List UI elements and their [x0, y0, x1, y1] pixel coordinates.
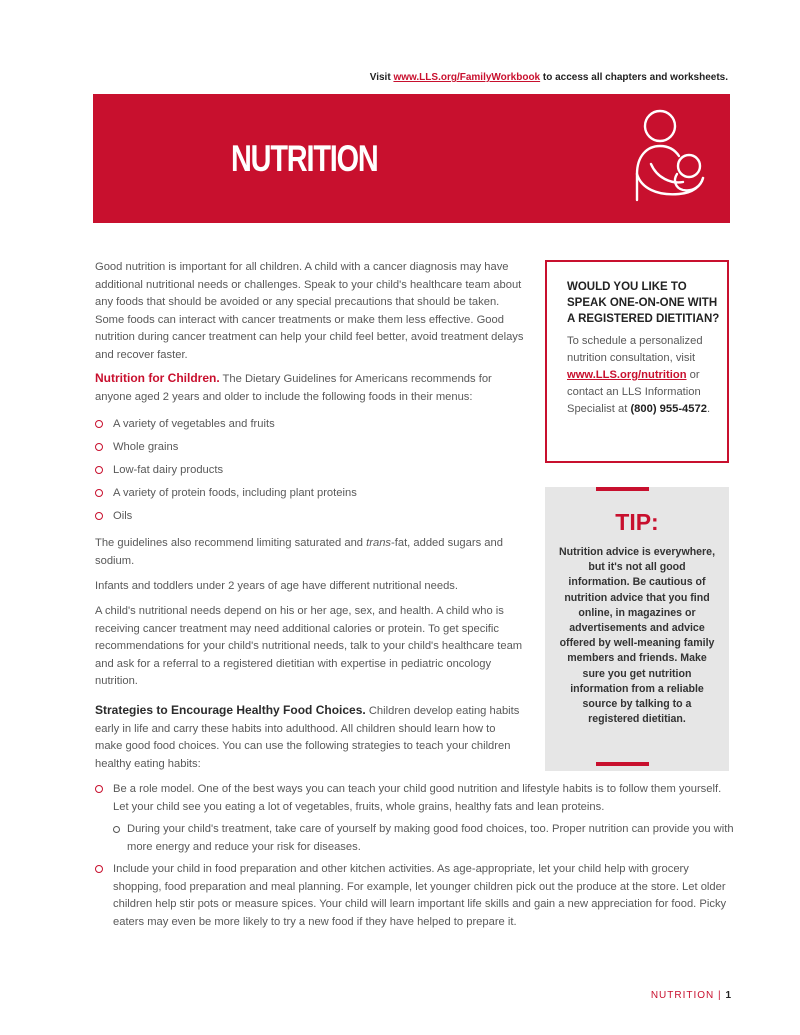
strategies-text: Children develop eating habits early in life and carry these habits into adulthood. All children should learn how to make good food choices. You can use the following strategies to teach your children healthy eating habits:	[95, 705, 520, 770]
intro-paragraph: Good nutrition is important for all children. A child with a cancer diagnosis may have additional nutritional needs or challenges. Speak to your child's healthcare team about any foods that should be avoided or any special precautions that should be taken. Some foods can interact with cancer treatments or make them less effective. Good nutrition during cancer treatment can help your child feel better, avoid treatment delays and recover faster.	[95, 261, 524, 361]
tip-box	[545, 487, 729, 771]
guidelines-paragraph: The guidelines also recommend limiting saturated and trans-fat, added sugars and sodium.	[95, 537, 503, 567]
bullet-circle-icon	[95, 785, 103, 793]
dietitian-callout-box	[545, 260, 729, 463]
title-banner	[93, 94, 730, 223]
header-link-suffix: to access all chapters and worksheets.	[540, 72, 728, 83]
sub-list	[113, 821, 735, 856]
list-item: Low-fat dairy products	[95, 462, 357, 485]
nutrition-for-children-text: The Dietary Guidelines for Americans recommends for anyone aged 2 years and older to include the following foods in their menus:	[95, 373, 492, 403]
page-footer	[651, 990, 732, 1001]
needs-paragraph: A child's nutritional needs depend on his or her age, sex, and health. A child who is receiving cancer treatment may need additional calories or protein. To get specific recommendations for your child's nutritional needs, talk to your child's healthcare team and ask for a referral to a registered dietitian with expertise in pediatric oncology nutrition.	[95, 605, 523, 687]
header-link-line	[370, 72, 728, 83]
page-title: NUTRITION	[231, 138, 378, 179]
sub-bullet-circle-icon	[113, 826, 120, 833]
bullet-circle-icon	[95, 489, 103, 497]
bullet-circle-icon	[95, 466, 103, 474]
tip-body: Nutrition advice is everywhere, but it's not all good information. Be cautious of nutrition advice that you find online, in magazines or advertisements and advice offered by well-meaning family members and friends. Make sure you get nutrition information from a reliable source by talking to a registered dietitian.	[558, 546, 716, 726]
bullet-circle-icon	[95, 512, 103, 520]
parent-holding-child-icon	[627, 104, 717, 214]
list-item: Oils	[95, 508, 357, 531]
tip-accent-bar	[596, 762, 649, 766]
callout-body: To schedule a personalized nutrition consultation, visit www.LLS.org/nutrition or contact an LLS Information Specialist at (800) 955-4572.	[567, 335, 711, 415]
family-workbook-link[interactable]: www.LLS.org/FamilyWorkbook	[393, 72, 541, 83]
list-item: A variety of protein foods, including plant proteins	[95, 485, 357, 508]
header-link-prefix: Visit	[369, 72, 394, 83]
tip-title: TIP:	[615, 509, 659, 535]
strategy-list	[95, 781, 735, 931]
nutrition-link[interactable]: www.LLS.org/nutrition	[567, 369, 687, 381]
list-item: A variety of vegetables and fruits	[95, 416, 357, 439]
footer-separator: |	[714, 990, 726, 1001]
strategies-heading: Strategies to Encourage Healthy Food Choices.	[95, 703, 366, 717]
list-item: Whole grains	[95, 439, 357, 462]
footer-section: NUTRITION	[650, 990, 715, 1001]
nutrition-for-children-heading: Nutrition for Children.	[95, 371, 220, 385]
strategies-paragraph	[95, 702, 525, 773]
phone-number: (800) 955-4572	[630, 403, 707, 415]
page-number: 1	[725, 990, 732, 1001]
bullet-circle-icon	[95, 443, 103, 451]
sub-list-item: During your child's treatment, take care of yourself by making good food choices, too. Proper nutrition can provide you with more energy and reduce your risk for diseases.	[113, 821, 735, 856]
callout-heading: WOULD YOU LIKE TO SPEAK ONE-ON-ONE WITH A REGISTERED DIETITIAN?	[567, 281, 720, 325]
bullet-circle-icon	[95, 420, 103, 428]
list-item: Be a role model. One of the best ways you can teach your child good nutrition and lifestyle habits is to follow them yourself. Let your child see you eating a lot of vegetables, fruits, whole grains, healthy fats and lean proteins. During your child's treatment, take care of yourself by making good food choices, too. Proper nutrition can provide you with more energy and reduce your risk for diseases.	[95, 781, 735, 856]
nutrition-for-children-paragraph	[95, 370, 525, 406]
bullet-circle-icon	[95, 865, 103, 873]
tip-accent-bar	[596, 487, 649, 491]
list-item: Include your child in food preparation and other kitchen activities. As age-appropriate, let your child help with grocery shopping, food preparation and meal planning. For example, let younger children pick out the produce at the store. Let older children help stir pots or measure spices. Your child will learn important life skills and gain a new appreciation for food. Picky eaters may even be more likely to try a new food if they have helped to prepare it.	[95, 861, 735, 931]
infants-paragraph: Infants and toddlers under 2 years of age have different nutritional needs.	[95, 580, 459, 592]
food-list	[95, 416, 357, 531]
